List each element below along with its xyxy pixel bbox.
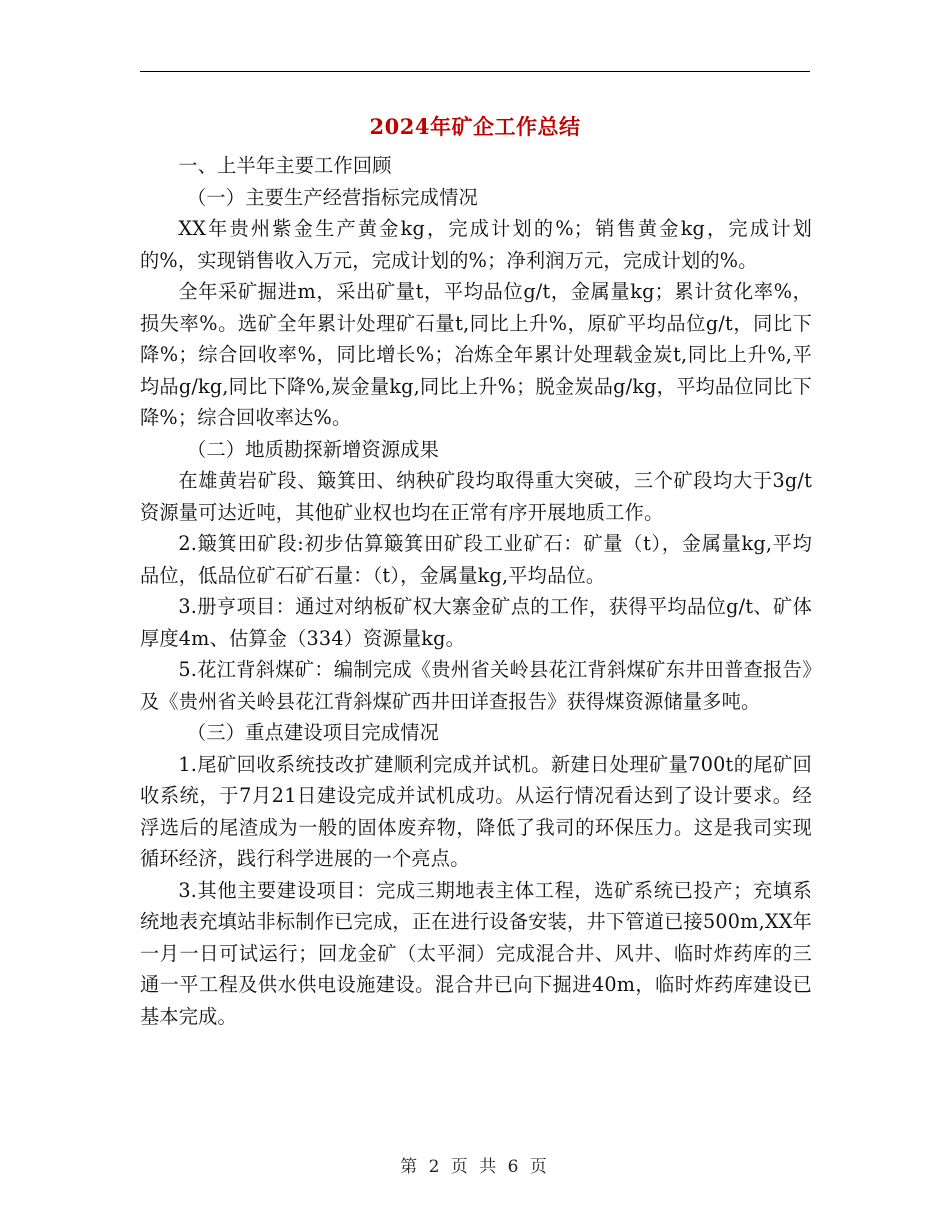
paragraph-exploration-breakthrough: 在雄黄岩矿段、簸箕田、纳秧矿段均取得重大突破，三个矿段均大于3g/t资源量可达近吨，其他矿业权也均在正常有序开展地质工作。 <box>140 469 812 524</box>
paragraph-bojitian: 2.簸箕田矿段:初步估算簸箕田矿段工业矿石：矿量（t），金属量kg,平均品位，低品位矿石矿石量：（t），金属量kg,平均品位。 <box>140 532 812 587</box>
document-title: 2024年矿企工作总结 <box>369 114 581 139</box>
subheading-exploration: （二）地质勘探新增资源成果 <box>187 437 440 461</box>
header-rule <box>140 71 810 72</box>
subheading-indicators: （一）主要生产经营指标完成情况 <box>187 185 478 209</box>
paragraph-tailings-recovery: 1.尾矿回收系统技改扩建顺利完成并试机。新建日处理矿量700t的尾矿回收系统，于7月21日建设完成并试机成功。从运行情况看达到了设计要求。经浮选后的尾渣成为一般的固体废弃物，降低了我司的环保压力。这是我司实现循环经济，践行科学进展的一个亮点。 <box>140 752 812 870</box>
document-body <box>140 150 812 1032</box>
section-heading-review: 一、上半年主要工作回顾 <box>178 154 392 177</box>
paragraph-ceheng: 3.册亨项目：通过对纳板矿权大寨金矿点的工作，获得平均品位g/t、矿体厚度4m、估算金（334）资源量kg。 <box>140 595 812 650</box>
paragraph-gold-output: XX年贵州紫金生产黄金kg，完成计划的%；销售黄金kg，完成计划的%，实现销售收入万元，完成计划的%；净利润万元，完成计划的%。 <box>140 217 812 272</box>
paragraph-mining-stats: 全年采矿掘进m，采出矿量t，平均品位g/t，金属量kg；累计贫化率%，损失率%。选矿全年累计处理矿石量t,同比上升%，原矿平均品位g/t，同比下降%；综合回收率%，同比增长%；冶炼全年累计处理载金炭t,同比上升%,平均品g/kg,同比下降%,炭金量kg,同比上升%；脱金炭品g/kg，平均品位同比下降%；综合回收率达%。 <box>140 280 812 429</box>
paragraph-huajiang-coal: 5.花江背斜煤矿：编制完成《贵州省关岭县花江背斜煤矿东井田普查报告》及《贵州省关岭县花江背斜煤矿西井田详查报告》获得煤资源储量多吨。 <box>140 658 812 713</box>
page-number: 第 2 页 共 6 页 <box>400 1157 550 1177</box>
subheading-construction: （三）重点建设项目完成情况 <box>187 721 440 744</box>
paragraph-other-projects: 3.其他主要建设项目：完成三期地表主体工程，选矿系统已投产；充填系统地表充填站非标制作已完成，正在进行设备安装，井下管道已接500m,XX年一月一日可试运行；回龙金矿（太平洞）完成混合井、风井、临时炸药库的三通一平工程及供水供电设施建设。混合井已向下掘进40m，临时炸药库建设已基本完成。 <box>140 878 812 1028</box>
